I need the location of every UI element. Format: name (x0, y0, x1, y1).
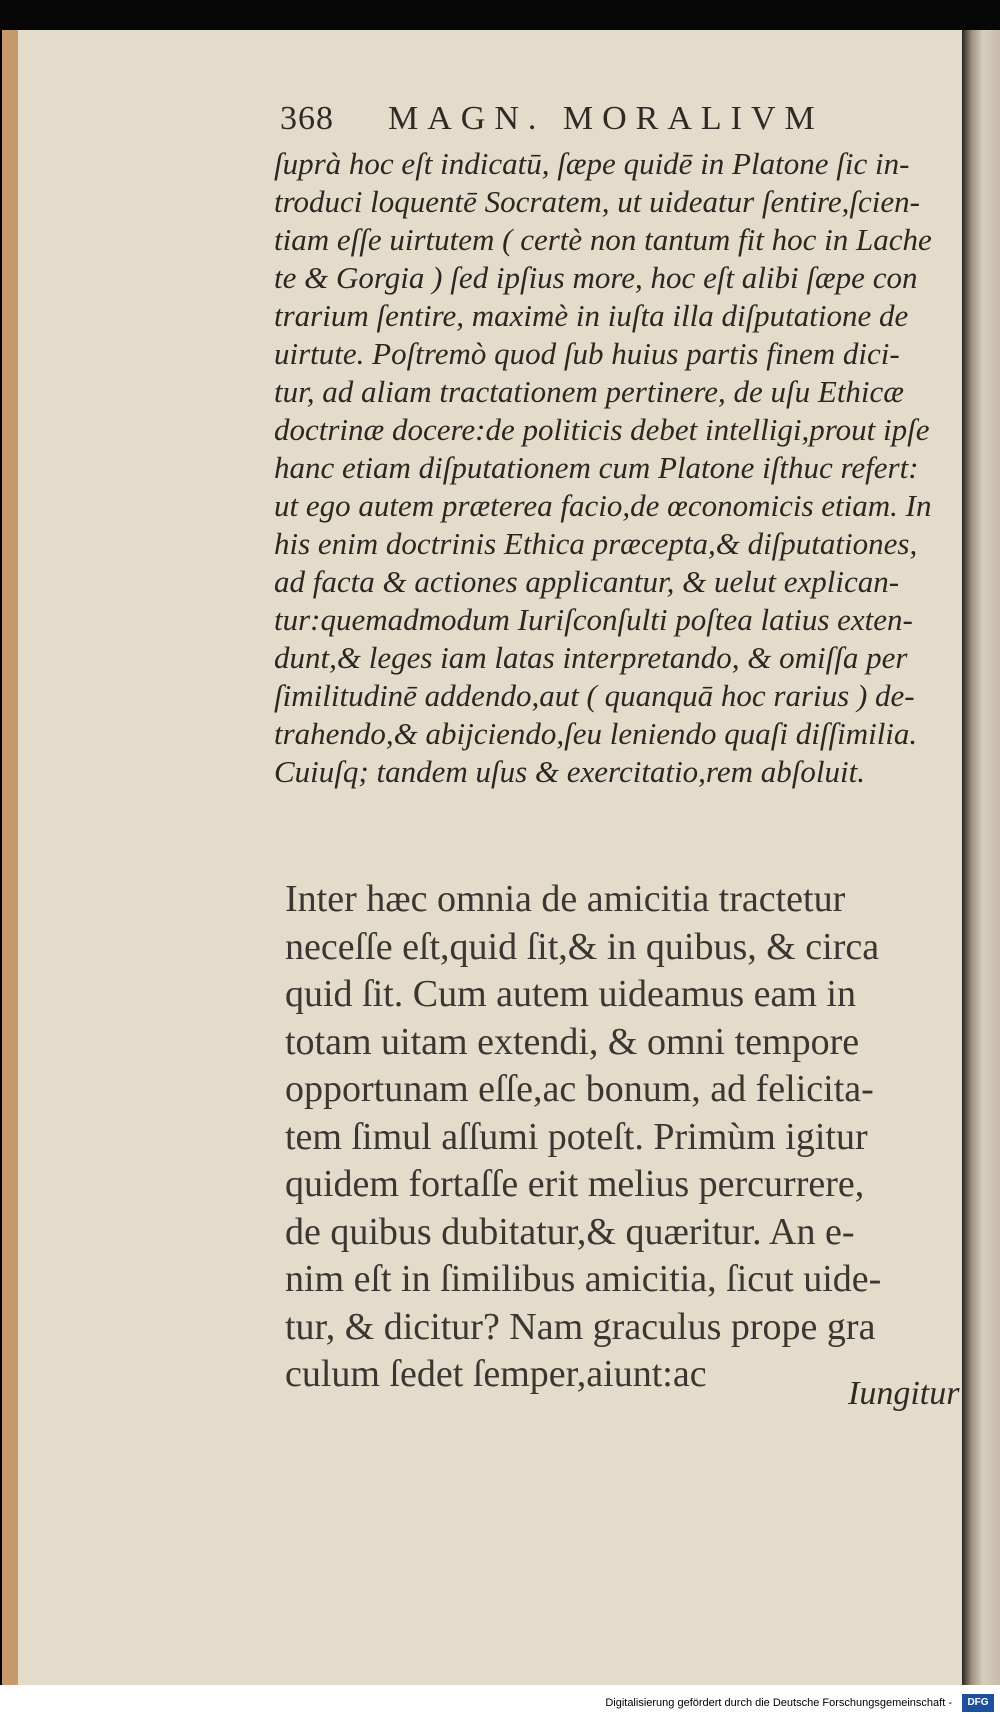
dfg-logo: DFG (962, 1694, 994, 1712)
page-fore-edge (962, 30, 1000, 1685)
roman-text-line: tur, & dicitur? Nam graculus prope gra (285, 1305, 876, 1348)
scan-top-edge (0, 0, 1000, 30)
roman-text-line: culum ſedet ſemper,aiunt:ac (285, 1353, 707, 1395)
roman-text-line: opportunam eſſe,ac bonum, ad felicita- (285, 1068, 874, 1110)
roman-text-line: totam uitam extendi, & omni tempore (285, 1020, 860, 1063)
catchword: Iungitur (848, 1375, 960, 1412)
page-header (280, 100, 920, 148)
roman-text-line: quidem fortaſſe erit melius percurrere, (285, 1163, 865, 1205)
funding-notice: Digitalisierung gefördert durch die Deutsche Forschungsgemeinschaft - (605, 1697, 952, 1709)
italic-text-line: tur, ad aliam tractationem pertinere, de uſu Ethicæ (274, 374, 904, 409)
main-roman-text (285, 876, 965, 1399)
italic-text-line: ut ego autem præterea facio,de œconomicis etiam. In (274, 488, 932, 523)
italic-text-line: uirtute. Poſtremò quod ſub huius partis finem dici- (274, 336, 900, 371)
roman-text-line: quid ſit. Cum autem uideamus eam in (285, 973, 856, 1015)
roman-text-line: tem ſimul aſſumi poteſt. Primùm igitur (285, 1115, 868, 1158)
roman-text-line: de quibus dubitatur,& quæritur. An e- (285, 1210, 855, 1253)
italic-text-line: te & Gorgia ) ſed ipſius more, hoc eſt alibi ſæpe con (274, 260, 918, 295)
italic-text-line: ſimilitudinē addendo,aut ( quanquā hoc rarius ) de- (274, 678, 915, 713)
italic-text-line: tur:quemadmodum Iuriſconſulti poſtea latius exten- (274, 602, 913, 637)
italic-text-line: dunt,& leges iam latas interpretando, & omiſſa per (274, 640, 908, 675)
italic-text-line: troduci loquentē Socratem, ut uideatur ſentire,ſcien- (274, 184, 920, 219)
italic-text-line: his enim doctrinis Ethica præcepta,& diſputationes, (274, 526, 918, 561)
italic-text-line: Cuiuſq; tandem uſus & exercitatio,rem abſoluit. (274, 754, 865, 789)
running-title: MAGN. MORALIVM (388, 100, 824, 137)
italic-text-line: hanc etiam diſputationem cum Platone iſthuc refert: (274, 450, 919, 485)
commentary-italic-text (274, 145, 954, 791)
italic-text-line: ad facta & actiones applicantur, & uelut explican- (274, 564, 900, 599)
italic-text-line: tiam eſſe uirtutem ( certè non tantum fit hoc in Lache (274, 222, 932, 257)
roman-text-line: neceſſe eſt,quid ſit,& in quibus, & circa (285, 925, 880, 968)
italic-text-line: trarium ſentire, maximè in iuſta illa diſputatione de (274, 298, 909, 333)
digitization-footer (0, 1685, 1000, 1725)
roman-text-line: Inter hæc omnia de amicitia tractetur (285, 878, 846, 920)
italic-text-line: trahendo,& abijciendo,ſeu leniendo quaſi diſſimilia. (274, 716, 918, 751)
italic-text-line: ſuprà hoc eſt indicatū, ſæpe quidē in Platone ſic in- (274, 146, 910, 181)
roman-text-line: nim eſt in ſimilibus amicitia, ſicut uide- (285, 1258, 882, 1300)
page-number: 368 (280, 100, 334, 137)
italic-text-line: doctrinæ docere:de politicis debet intelligi,prout ipſe (274, 412, 930, 447)
